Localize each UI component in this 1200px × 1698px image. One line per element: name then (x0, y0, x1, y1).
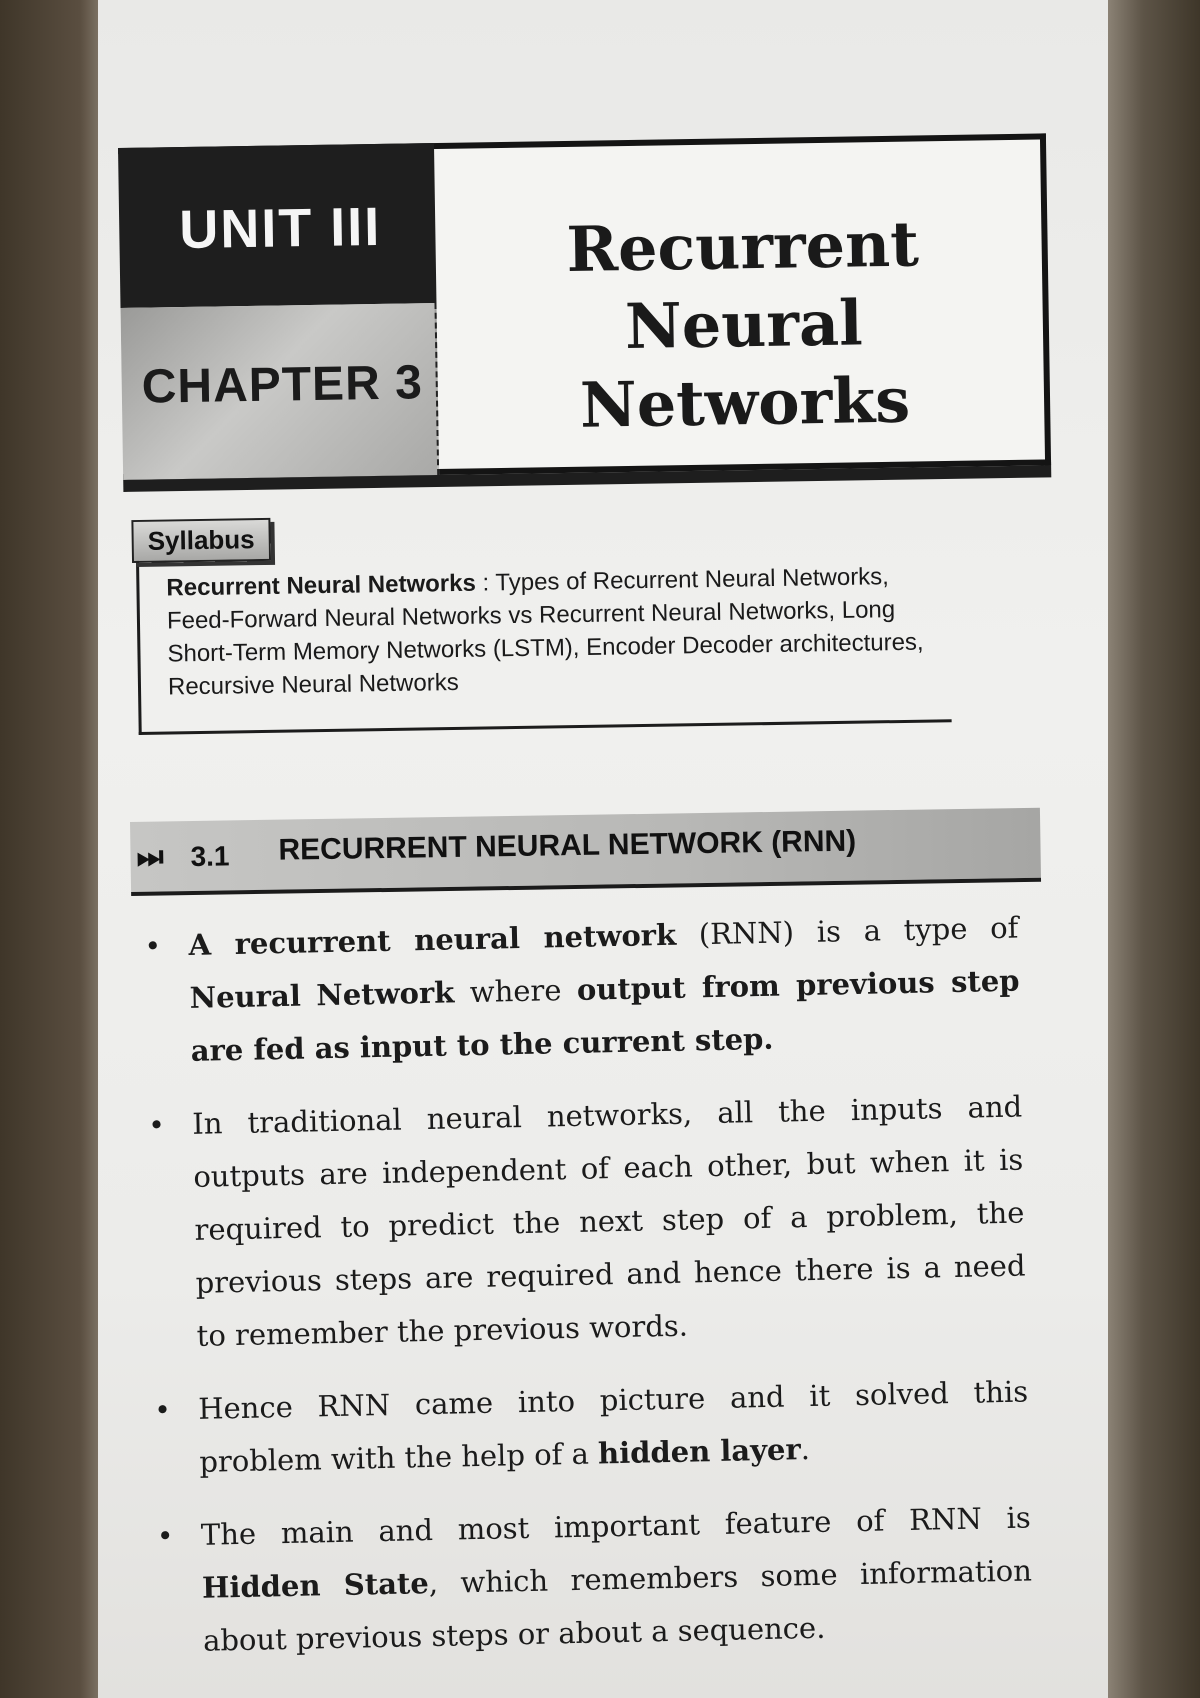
bullet-item (148, 1365, 1030, 1489)
bullet-text: Network (315, 975, 455, 1013)
bullet-text (300, 978, 316, 1012)
bullet-text: In traditional neural networks, all the inputs and outputs are independent of each other, but when it is required to predict the next step of a problem, the previous steps are required and hence there is a need to remember the previous words. (191, 1089, 1026, 1353)
syllabus-separator: : (475, 569, 496, 597)
chapter-title-line-2: Networks (579, 363, 911, 442)
bullet-dot-icon: • (153, 1393, 172, 1427)
section-number: 3.1 (190, 840, 230, 873)
book-page (98, 0, 1108, 1698)
desk-background-left (0, 0, 100, 1698)
bullet-dot-icon: • (144, 929, 162, 963)
syllabus-tag: Syllabus (131, 518, 271, 563)
section-heading (130, 808, 1041, 896)
bullet-text: hidden layer (597, 1432, 802, 1471)
bullet-text: , which remembers some information about previous steps or about a sequence. (202, 1553, 1033, 1658)
bullet-text: A recurrent neural network (188, 917, 677, 962)
syllabus-box (136, 524, 959, 732)
fast-forward-icon: ⏭ (136, 839, 164, 875)
bullet-item (150, 1491, 1033, 1668)
bullet-item (138, 902, 1021, 1079)
bullet-list (138, 902, 1034, 1689)
bullet-dot-icon: • (156, 1519, 174, 1553)
bullet-text: . (800, 1432, 811, 1467)
bullet-text: The main and most important feature of RNN is (200, 1500, 1032, 1552)
section-title: RECURRENT NEURAL NETWORK (RNN) (278, 824, 857, 867)
chapter-title (437, 203, 1051, 447)
bullet-dot-icon: • (147, 1108, 166, 1142)
bullet-text: Hence RNN came into picture and it solved this problem with the help of a (197, 1374, 1029, 1479)
bullet-text: Hidden State (201, 1566, 430, 1605)
bullet-text: (RNN) is a type of (675, 910, 1019, 952)
bullet-text: Neural (189, 978, 302, 1015)
desk-background-right (1105, 0, 1200, 1698)
syllabus-text (166, 559, 958, 703)
chapter-label: CHAPTER 3 (141, 356, 424, 414)
syllabus-topics: Types of Recurrent Neural Networks, Feed-Forward Neural Networks vs Recurrent Neural Networks, Long Short-Term Memory Networks (LSTM), Encoder Decoder architectures, Recursive Neural Networks (166, 563, 924, 701)
bullet-item (142, 1081, 1027, 1364)
bullet-text: where (453, 972, 578, 1010)
bullet-text: output from previous step are fed as input to the current step. (190, 963, 1020, 1068)
chapter-header (118, 133, 1061, 488)
chapter-title-line-1: Recurrent Neural (565, 207, 920, 364)
unit-label: UNIT III (178, 196, 382, 261)
syllabus-lead: Recurrent Neural Networks (166, 569, 477, 602)
